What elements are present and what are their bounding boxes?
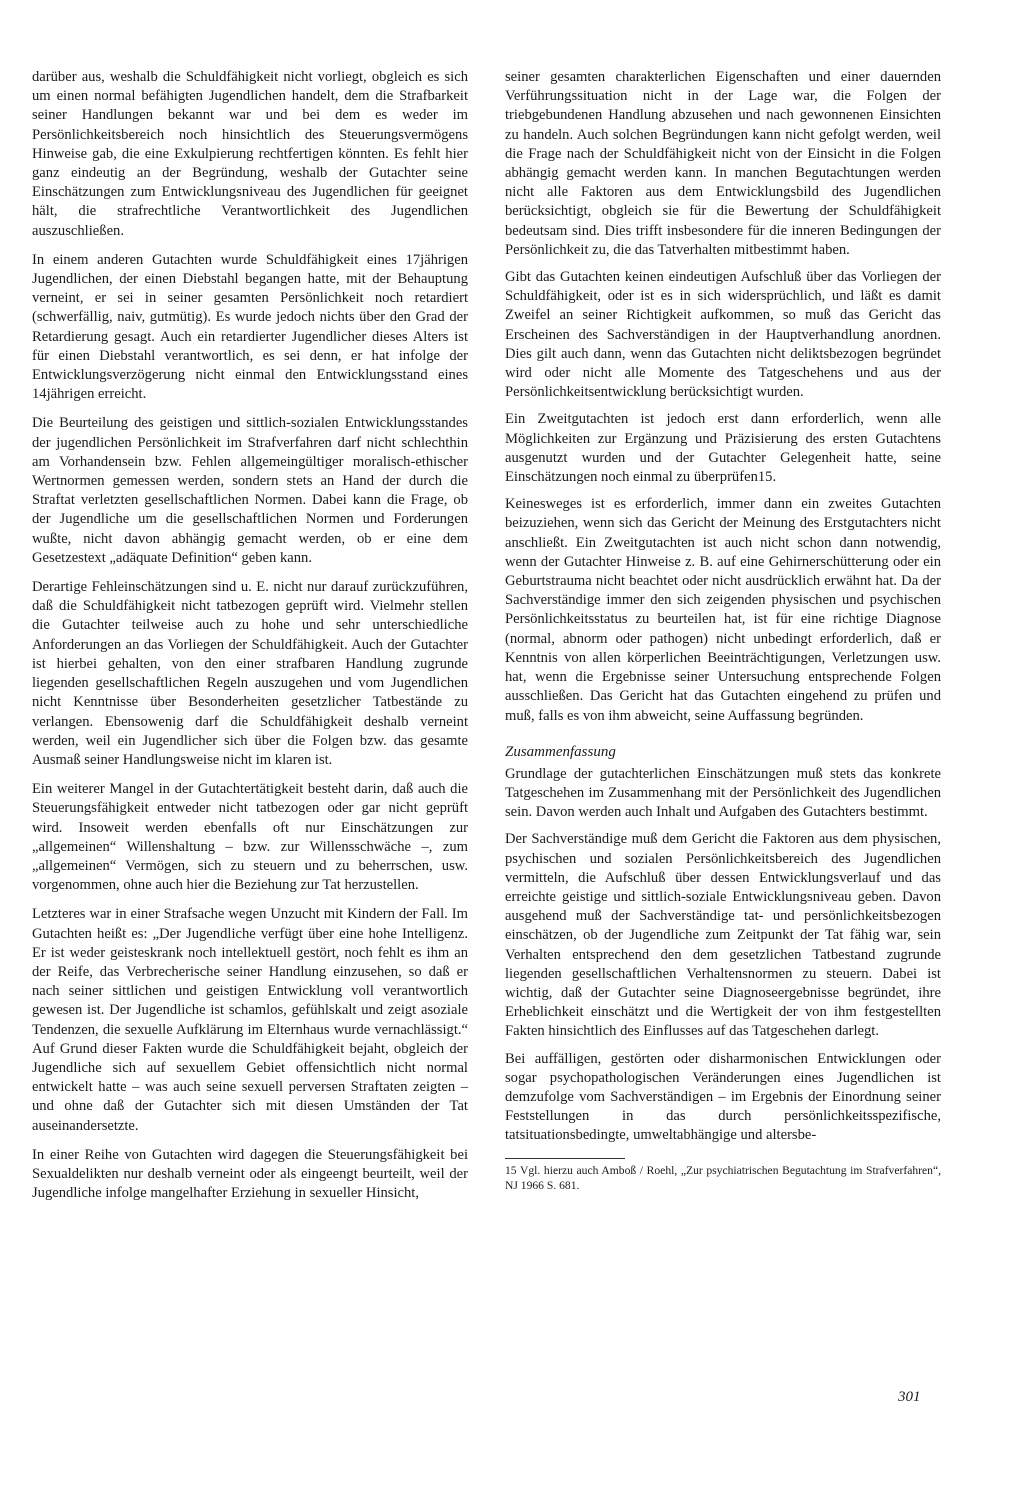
footnote-divider xyxy=(505,1158,625,1159)
section-heading-summary: Zusammenfassung xyxy=(505,743,616,760)
paragraph: Die Beurteilung des geistigen und sittlich-sozialen Entwicklungsstandes der jugendlichen Persönlichkeit im Strafverfahren darf nicht schlechthin am Vorhandensein bzw. Fehlen allgemeingültiger moralisch-ethischer Wertnormen gemessen werden, sondern stets an Hand der durch die Straftat verletzten gesellschaftlichen Normen. Dabei kann die Frage, ob der Jugendliche um die gesellschaftlichen Normen und Forderungen wußte, nicht davon abhängig gemacht werden, ob er eine dem Gesetzestext „adäquate Definition“ geben kann. xyxy=(32,415,468,566)
paragraph: darüber aus, weshalb die Schuldfähigkeit nicht vorliegt, obgleich es sich um einen normal befähigten Jugendlichen handelt, dem die Strafbarkeit seiner Handlungen bekannt war und bei dem es weder im Persönlichkeitsbereich noch hinsichtlich des Steuerungsvermögens Hinweise gab, die eine Exkulpierung rechtfertigen könnten. Es fehlt hier ganz eindeutig an der Begründung, weshalb der Gutachter seine Einschätzungen zum Entwicklungsniveau des Jugendlichen für geeignet hält, die strafrechtliche Verantwortlichkeit des Jugendlichen auszuschließen. xyxy=(32,69,468,239)
right-column xyxy=(505,68,941,1193)
paragraph: In einer Reihe von Gutachten wird dagegen die Steuerungsfähigkeit bei Sexualdelikten nur deshalb verneint oder als eingeengt beurteilt, weil der Jugendliche infolge mangelhafter Erziehung in sexueller Hinsicht, xyxy=(32,1146,468,1202)
paragraph: Letzteres war in einer Strafsache wegen Unzucht mit Kindern der Fall. Im Gutachten heißt es: „Der Jugendliche verfügt über eine hohe Intelligenz. Er ist weder geisteskrank noch intellektuell gestört, noch fehlt es ihm an der Reife, das Verbrecherische seiner Handlung einzusehen, so daß er nach seiner sittlichen und geistigen Entwicklung voll verantwortlich gewesen ist. Der Jugendliche ist schamlos, gefühlskalt und zeigt asoziale Tendenzen, die sexuelle Aufklärung im Elternhaus wurde vernachlässigt.“ Auf Grund dieser Fakten wurde die Schuldfähigkeit bejaht, obgleich der Jugendliche sich auf sexuellem Gebiet offensichtlich nicht normal entwickelt hatte – was auch seine sexuell perversen Straftaten zeigten – und ohne daß der Gutachter sich mit diesen Umständen der Tat auseinandersetzte. xyxy=(32,906,468,1134)
left-column xyxy=(32,68,468,1213)
paragraph: In einem anderen Gutachten wurde Schuldfähigkeit eines 17jährigen Jugendlichen, der einen Diebstahl begangen hatte, mit der Behauptung verneint, er sei in seiner gesamten Persönlichkeit noch retardiert (schwerfällig, naiv, gutmütig). Es wurde jedoch nichts über den Grad der Retardierung gesagt. Auch ein retardierter Jugendlicher dieses Alters ist für einen Diebstahl verantwortlich, es sei denn, er hat infolge der Entwicklungsverzögerung nicht einmal den Entwicklungsstand eines 14jährigen erreicht. xyxy=(32,251,468,403)
paragraph: Ein Zweitgutachten ist jedoch erst dann erforderlich, wenn alle Möglichkeiten zur Ergänzung und Präzisierung des ersten Gutachtens ausgenutzt wurden und der Gutachter Gelegenheit hatte, seine Einschätzungen noch einmal zu überprüfen15. xyxy=(505,411,941,486)
paragraph: Ein weiterer Mangel in der Gutachtertätigkeit besteht darin, daß auch die Steuerungsfähigkeit entweder nicht tatbezogen oder gar nicht geprüft wird. Insoweit werden ebenfalls oft nur Einschätzungen zur „allgemeinen“ Willenshaltung – bzw. zur Willensschwäche –, zum „allgemeinen“ Vermögen, sich zu steuern und zu beherrschen, usw. vorgenommen, ohne auch hier die Beziehung zur Tat herzustellen. xyxy=(32,781,468,894)
summary-paragraph: Der Sachverständige muß dem Gericht die Faktoren aus dem physischen, psychischen und sozialen Persönlichkeitsbereich des Jugendlichen vermitteln, die Aufschluß über dessen Entwicklungsverlauf und das erreichte geistige und sittlich-soziale Entwicklungsniveau geben. Davon ausgehend muß der Sachverständige tat- und persönlichkeitsbezogen einschätzen, ob der Jugendliche zum Zeitpunkt der Tat fähig war, sein Verhalten entsprechend den dem gesetzlichen Tatbestand zugrunde liegenden gesellschaftlichen Verhaltensnormen zu steuern. Dabei ist wichtig, daß der Gutachter seine Diagnoseergebnisse begründet, ihre Erheblichkeit einschätzt und die Wertigkeit der von ihm festgestellten Fakten hinsichtlich des Einflusses auf das Tatgeschehen darlegt. xyxy=(505,831,941,1040)
paragraph: Derartige Fehleinschätzungen sind u. E. nicht nur darauf zurückzuführen, daß die Schuldfähigkeit nicht tatbezogen geprüft wird. Vielmehr stellen die Gutachter teilweise auch zu hohe und sehr unterschiedliche Anforderungen an das Vorliegen der Schuldfähigkeit. Auch der Gutachter ist hierbei gehalten, von den einer strafbaren Handlung zugrunde liegenden gesellschaftlichen Regeln auszugehen und vom Jugendlichen nicht Kenntnisse über Besonderheiten gesetzlicher Tatbestände zu verlangen. Ebensowenig darf die Schuldfähigkeit deshalb verneint werden, weil ein Jugendlicher sich über die Folgen bzw. das gesamte Ausmaß seiner Handlungsweise nicht im klaren ist. xyxy=(32,579,468,768)
summary-paragraph: Grundlage der gutachterlichen Einschätzungen muß stets das konkrete Tatgeschehen im Zusammenhang mit der Persönlichkeit des Jugendlichen sein. Davon werden auch Inhalt und Aufgaben des Gutachters bestimmt. xyxy=(505,765,941,821)
paragraph: Gibt das Gutachten keinen eindeutigen Aufschluß über das Vorliegen der Schuldfähigkeit, oder ist es in sich widersprüchlich, und läßt es damit Zweifel an seiner Richtigkeit aufkommen, so muß das Gericht das Erscheinen des Sachverständigen in der Hauptverhandlung anordnen. Dies gilt auch dann, wenn das Gutachten nicht deliktsbezogen begründet wird oder nicht alle Momente des Tatgeschehens und aus der Persönlichkeitsentwicklung berücksichtigt wurden. xyxy=(505,269,941,401)
page-number: 301 xyxy=(898,1389,921,1405)
paragraph: Keinesweges ist es erforderlich, immer dann ein zweites Gutachten beizuziehen, wenn sich das Gericht der Meinung des Erstgutachters nicht anschließt. Ein Zweitgutachten ist auch nicht schon dann notwendig, wenn der Gutachter Hinweise z. B. auf eine Gehirnerschütterung oder ein Geburtstrauma nicht beachtet oder nicht ausdrücklich erwähnt hat. Da der Sachverständige immer den sich zeigenden physischen und psychischen Persönlichkeitsstatus zu beurteilen hat, ist für eine richtige Diagnose (normal, abnorm oder pathogen) nicht unbedingt erforderlich, daß er Kenntnis von allen körperlichen Beeinträchtigungen, Verletzungen usw. hat, wenn die Ergebnisse seiner Untersuchung entsprechende Folgen ausschließen. Das Gericht hat das Gutachten eingehend zu prüfen und muß, falls es von ihm abweicht, seine Auffassung begründen. xyxy=(505,496,941,724)
paragraph: seiner gesamten charakterlichen Eigenschaften und einer dauernden Verführungssituation nicht in der Lage war, die Folgen der triebgebundenen Handlung abzusehen und nach gewonnenen Einsichten zu handeln. Auch solchen Begründungen kann nicht gefolgt werden, weil die Frage nach der Schuldfähigkeit nicht von der Einsicht in die Folgen abhängig gemacht werden kann. In manchen Begutachtungen werden nicht alle Faktoren aus dem Entwicklungsbild des Jugendlichen berücksichtigt, obgleich sie für die Bewertung der Schuldfähigkeit bedeutsam sind. Dies trifft insbesondere für die inneren Bedingungen der Persönlichkeit zu, die das Tatverhalten mitbestimmt haben. xyxy=(505,69,941,258)
summary-paragraph: Bei auffälligen, gestörten oder disharmonischen Entwicklungen oder sogar psychopathologischen Veränderungen eines Jugendlichen ist demzufolge vom Sachverständigen – im Ergebnis der Einordnung seiner Feststellungen in das durch persönlichkeitsspezifische, tatsituationsbedingte, umweltabhängige und altersbe- xyxy=(505,1050,941,1144)
footnote: 15 Vgl. hierzu auch Amboß / Roehl, „Zur psychiatrischen Begutachtung im Strafverfahren“, NJ 1966 S. 681. xyxy=(505,1163,941,1192)
